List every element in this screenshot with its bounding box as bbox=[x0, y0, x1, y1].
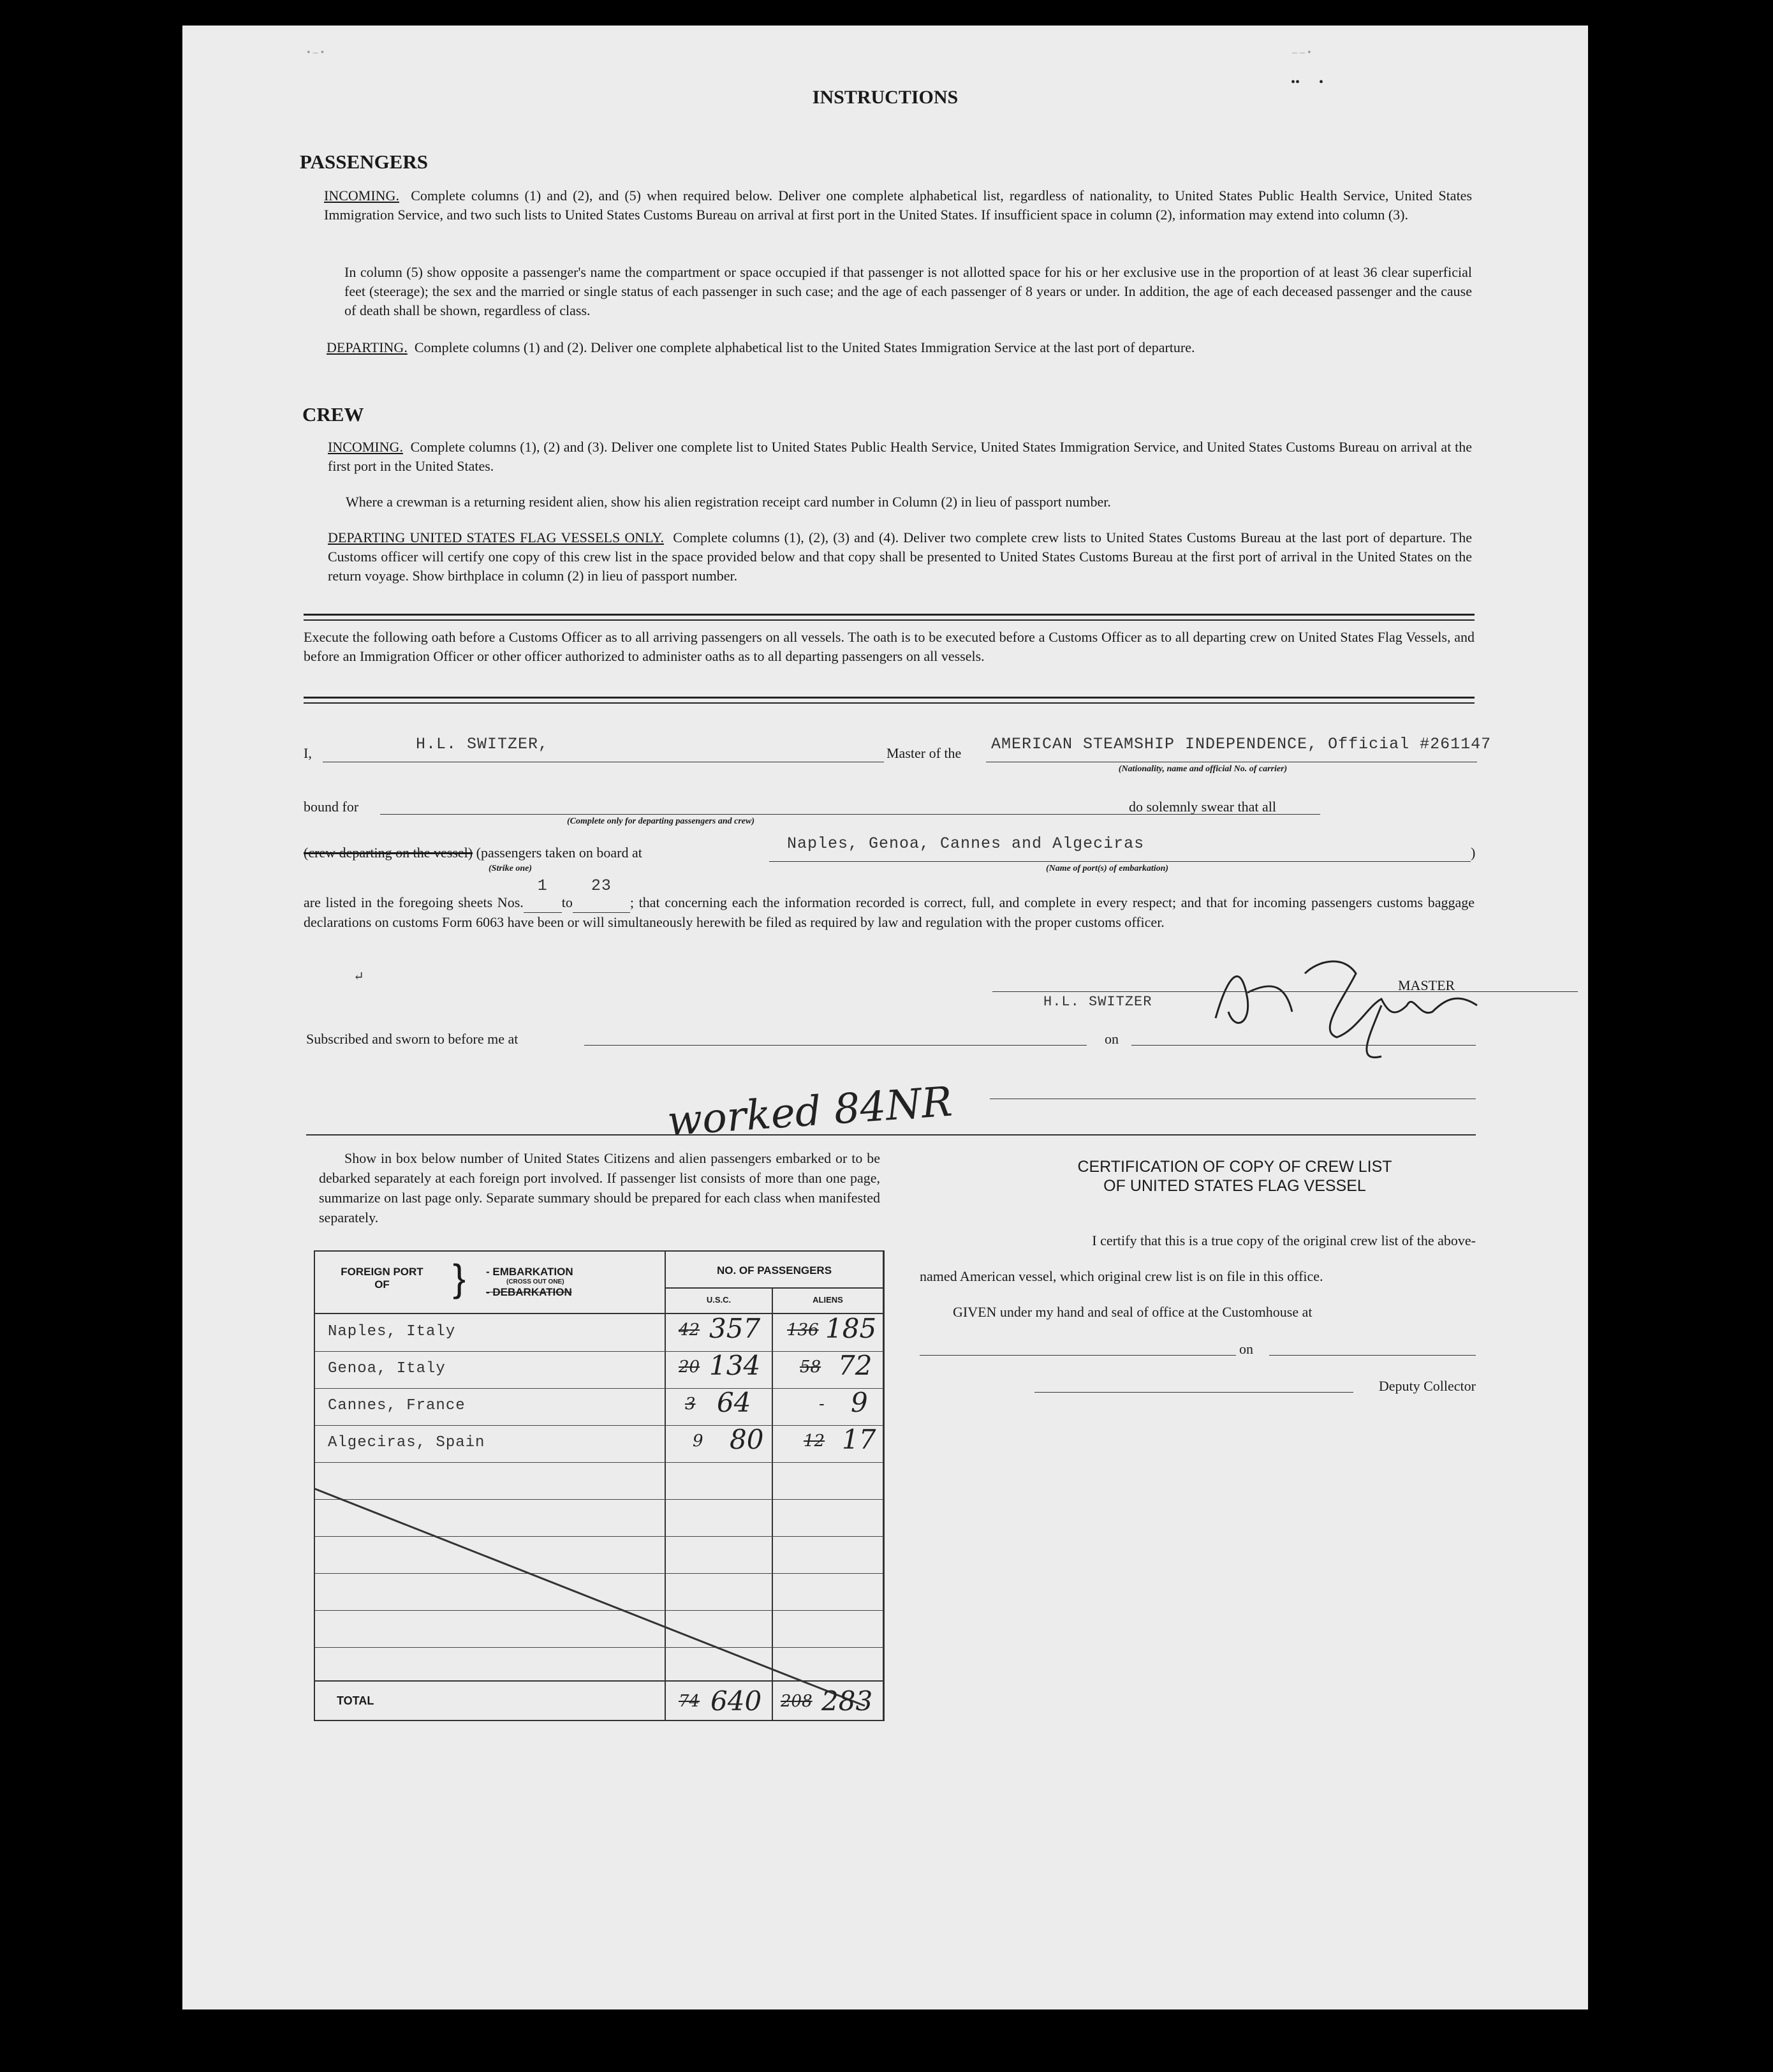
instructions-title: INSTRUCTIONS bbox=[812, 87, 959, 108]
subscribed-on-label: on bbox=[1105, 1031, 1119, 1047]
no-passengers-label: NO. OF PASSENGERS bbox=[716, 1264, 832, 1276]
row-usc: 357 bbox=[709, 1313, 761, 1344]
section-divider bbox=[306, 1134, 1476, 1136]
row-usc: 80 bbox=[730, 1424, 764, 1455]
vessel-name: AMERICAN STEAMSHIP INDEPENDENCE, Official #261147 bbox=[991, 735, 1492, 753]
certification-title-line1: CERTIFICATION OF COPY OF CREW LIST bbox=[1077, 1158, 1392, 1176]
master-of-label: Master of the bbox=[886, 745, 962, 761]
customhouse-line bbox=[920, 1355, 1236, 1356]
certify-line2: named American vessel, which original crew list is on file in this office. bbox=[920, 1268, 1323, 1284]
passengers-departing-paragraph bbox=[327, 338, 1472, 357]
worked-annotation: worked 84NR bbox=[665, 1078, 954, 1146]
total-aliens-old: 208 bbox=[781, 1692, 813, 1711]
passengers-incoming-text: Complete columns (1) and (2), and (5) when required below. Deliver one complete alphabetical list, regardless of nationality, to United States Public Health Service, United States Immigration Service, and two such lists to United States Customs Bureau on arrival at first port in the United States. If insufficient space in column (2), information may extend into column (3). bbox=[324, 188, 1473, 223]
crew-departing-text: Complete columns (1), (2), (3) and (4). Deliver two complete crew lists to United States Customs Bureau at the last port of departure. The Customs officer will certify one copy of this crew list in the space provided below and that copy shall be presented to United States Customs Bureau at the first port of arrival in the United States on the return voyage. Show birthplace in column (2) in lieu of passport number. bbox=[328, 529, 1473, 584]
corner-mark: – – • bbox=[1292, 47, 1311, 58]
subscribed-date-line bbox=[1131, 1045, 1476, 1046]
certification-title-line2: OF UNITED STATES FLAG VESSEL bbox=[1103, 1177, 1366, 1195]
row-usc-old: 3 bbox=[685, 1395, 696, 1414]
given-line: GIVEN under my hand and seal of office at the Customhouse at bbox=[953, 1304, 1313, 1320]
vessel-caption: (Nationality, name and official No. of carrier) bbox=[1118, 764, 1288, 774]
aliens-label: ALIENS bbox=[813, 1295, 843, 1305]
unused-rows-strike-line bbox=[315, 1252, 883, 1720]
crew-incoming-paragraph bbox=[328, 438, 1472, 476]
certify-line1: I certify that this is a true copy of the original crew list of the above- bbox=[1092, 1232, 1476, 1248]
swear-label: do solemnly swear that all bbox=[1129, 799, 1276, 815]
bound-for-label: bound for bbox=[304, 799, 359, 815]
typed-master-signature: H.L. SWITZER bbox=[1043, 994, 1152, 1010]
strike-one-caption: (Strike one) bbox=[489, 864, 533, 873]
row-aliens-old: 58 bbox=[800, 1358, 821, 1377]
passengers-column5-paragraph: In column (5) show opposite a passenger's name the compartment or space occupied if that passenger is not allotted space for his or her exclusive use in the proportion of at least 36 clear superficial feet (steerage); the sex and the married or single status of each passenger in such case; and the age of each passenger of 8 years or under. In addition, the age of each deceased passenger and the cause of death shall be shown, regardless of class. bbox=[344, 264, 1472, 318]
to-label: to bbox=[561, 894, 573, 910]
cert-on-label: on bbox=[1239, 1341, 1253, 1357]
ports-caption: (Name of port(s) of embarkation) bbox=[1045, 864, 1169, 873]
document-sheet bbox=[182, 26, 1588, 2009]
row-usc-old: 42 bbox=[679, 1321, 700, 1340]
sheet-to-value: 23 bbox=[591, 877, 612, 895]
listed-paragraph bbox=[304, 877, 1475, 932]
cert-date-line bbox=[1269, 1355, 1476, 1356]
listed-label: are listed in the foregoing sheets Nos. bbox=[304, 894, 524, 910]
crew-passengers-choice bbox=[304, 845, 642, 861]
deputy-collector-label: Deputy Collector bbox=[1378, 1378, 1476, 1394]
row-usc: 134 bbox=[709, 1350, 761, 1381]
crew-heading: CREW bbox=[302, 403, 364, 426]
corner-mark: • – • bbox=[307, 47, 325, 58]
oath-i-label: I, bbox=[304, 745, 312, 761]
crew-incoming-label: INCOMING. bbox=[328, 439, 403, 455]
row-aliens: 17 bbox=[842, 1424, 876, 1455]
crew-departing-paragraph bbox=[328, 528, 1472, 586]
master-name: H.L. SWITZER, bbox=[415, 735, 549, 753]
total-usc: 640 bbox=[710, 1685, 762, 1717]
row-usc-old: 20 bbox=[679, 1358, 700, 1377]
subscribed-label: Subscribed and sworn to before me at bbox=[306, 1031, 519, 1047]
row-port: Cannes, France bbox=[328, 1397, 466, 1414]
sheet-from-field bbox=[524, 877, 562, 913]
total-usc-old: 74 bbox=[679, 1692, 700, 1711]
row-aliens-old: 12 bbox=[804, 1432, 825, 1451]
row-port: Naples, Italy bbox=[328, 1323, 456, 1340]
crew-departing-label: DEPARTING UNITED STATES FLAG VESSELS ONLY. bbox=[328, 529, 664, 545]
master-label: MASTER bbox=[1398, 977, 1455, 993]
embarkation-ports: Naples, Genoa, Cannes and Algeciras bbox=[787, 834, 1145, 853]
sheet-from-value: 1 bbox=[537, 877, 548, 895]
execute-oath-paragraph: Execute the following oath before a Customs Officer as to all arriving passengers on all vessels. The oath is to be executed before a Customs Officer as to all departing crew on United States Flag Vessels, and before an Immigration Officer or other officer authorized to administer oaths as to all departing passengers on all vessels. bbox=[304, 629, 1475, 664]
total-aliens: 283 bbox=[821, 1685, 873, 1717]
row-port: Genoa, Italy bbox=[328, 1360, 446, 1377]
usc-label: U.S.C. bbox=[706, 1295, 732, 1305]
row-aliens: 72 bbox=[838, 1350, 872, 1381]
deputy-signature-line bbox=[1034, 1392, 1353, 1393]
bound-for-caption: (Complete only for departing passengers and crew) bbox=[567, 817, 754, 826]
passengers-incoming-paragraph bbox=[324, 186, 1472, 225]
crew-resident-paragraph: Where a crewman is a returning resident alien, show his alien registration receipt card number in Column (2) in lieu of passport number. bbox=[346, 494, 1111, 510]
certification-title bbox=[992, 1157, 1477, 1195]
ports-close-paren: ) bbox=[1471, 845, 1476, 861]
ports-line bbox=[769, 861, 1471, 862]
row-aliens: 185 bbox=[825, 1313, 877, 1344]
brace-icon: } bbox=[453, 1257, 466, 1299]
double-rule bbox=[304, 697, 1475, 704]
master-signature bbox=[1190, 935, 1509, 1063]
corner-mark: •• • bbox=[1291, 75, 1324, 89]
passengers-incoming-label: INCOMING. bbox=[324, 188, 399, 204]
cross-out-one-label: (CROSS OUT ONE) bbox=[506, 1278, 564, 1285]
row-aliens-old: 136 bbox=[787, 1321, 819, 1340]
crew-departing-option: (crew departing on the vessel) bbox=[304, 845, 473, 861]
row-aliens: 9 bbox=[851, 1387, 868, 1418]
passenger-summary-table bbox=[314, 1250, 885, 1721]
foreign-port-of-label: FOREIGN PORT OF bbox=[341, 1266, 423, 1291]
passengers-departing-label: DEPARTING. bbox=[327, 339, 408, 355]
summary-instructions: Show in box below number of United States Citizens and alien passengers embarked or to be debarked separately at each foreign port involved. If passenger list consists of more than one page, summarize on last page only. Separate summary should be prepared for each class when manifested separately. bbox=[319, 1150, 880, 1225]
row-aliens-old: - bbox=[819, 1395, 825, 1414]
listed-text: ; that concerning each the information recorded is correct, full, and complete in every respect; and that for incoming passengers customs baggage declarations on customs Form 6063 have been or will simultaneously herewith be filed as required by law and regulation with the proper customs officer. bbox=[304, 894, 1475, 930]
subscribed-place-line bbox=[584, 1045, 1087, 1046]
row-usc: 64 bbox=[717, 1387, 751, 1418]
total-label: TOTAL bbox=[337, 1694, 374, 1707]
row-usc-old: 9 bbox=[693, 1432, 703, 1451]
row-port: Algeciras, Spain bbox=[328, 1434, 485, 1451]
passengers-taken-option: (passengers taken on board at bbox=[476, 845, 642, 861]
master-signature-line bbox=[992, 991, 1578, 992]
embarkation-label: - EMBARKATION bbox=[486, 1266, 573, 1278]
crew-incoming-text: Complete columns (1), (2) and (3). Deliver one complete list to United States Public Health Service, United States Immigration Service, and United States Customs Bureau on arrival at the first port in the United States. bbox=[328, 439, 1472, 474]
sheet-to-field bbox=[573, 877, 630, 913]
double-rule bbox=[304, 614, 1475, 621]
passengers-heading: PASSENGERS bbox=[300, 151, 428, 173]
debarkation-label: - DEBARKATION bbox=[486, 1286, 572, 1298]
stray-mark: ↵ bbox=[353, 970, 364, 984]
passengers-departing-text: Complete columns (1) and (2). Deliver one complete alphabetical list to the United States Immigration Service at the last port of departure. bbox=[414, 339, 1195, 355]
